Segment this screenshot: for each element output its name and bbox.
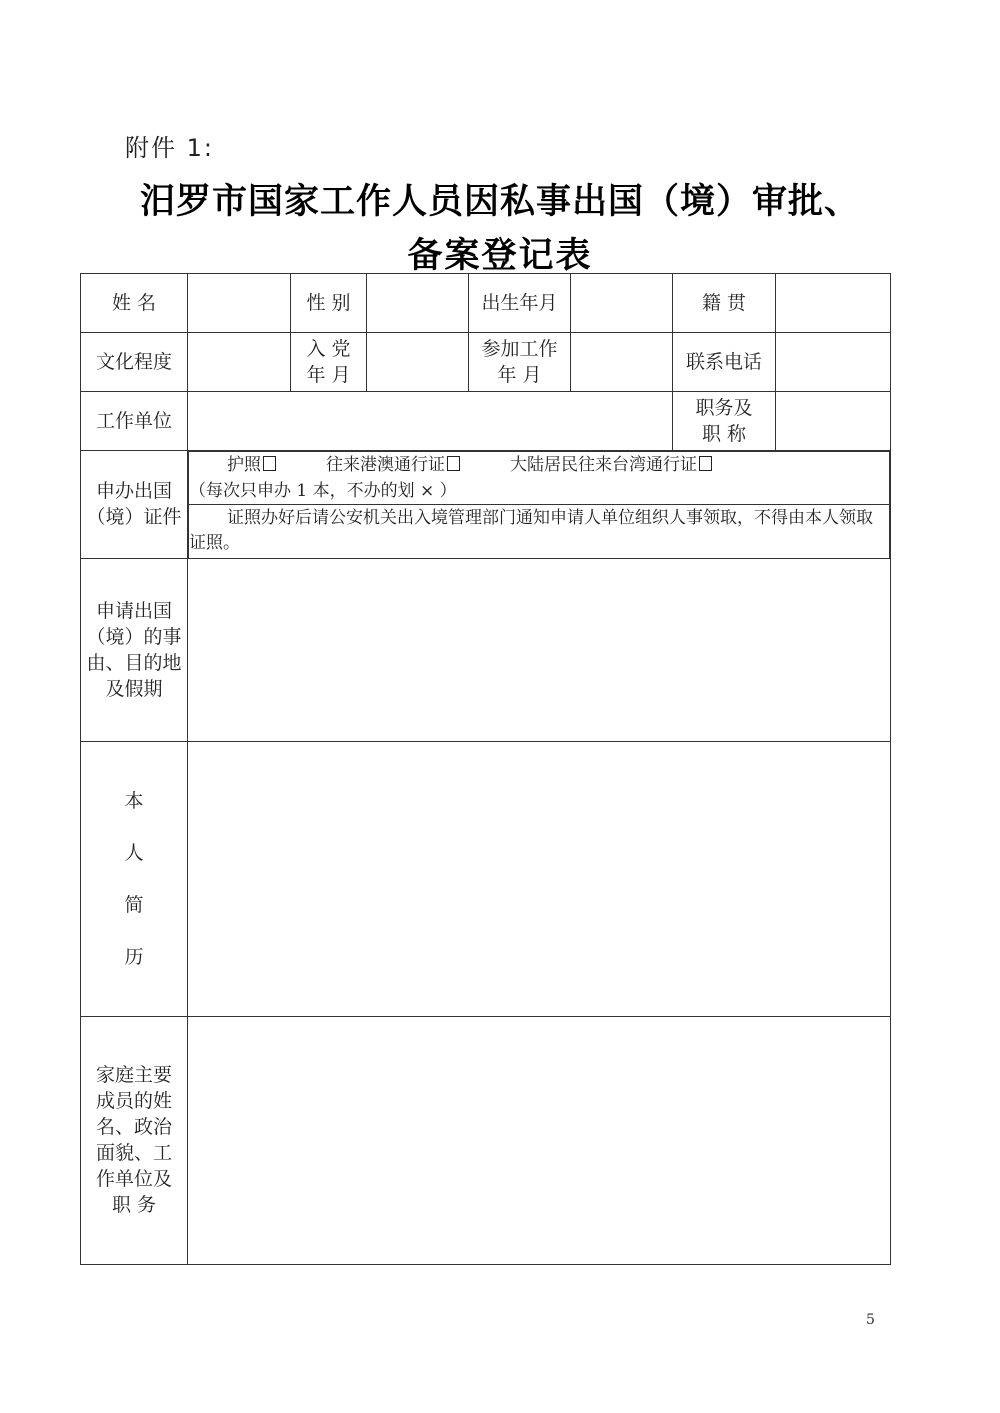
hk-macao-permit-label: 往来港澳通行证 xyxy=(326,455,445,475)
certificate-note: 证照办好后请公安机关出入境管理部门通知申请人单位组织人事领取，不得由本人领取证照。 xyxy=(189,505,890,558)
hk-macao-permit-option[interactable] xyxy=(326,455,460,475)
taiwan-permit-checkbox[interactable] xyxy=(699,456,712,471)
family-label-line: 作单位及 xyxy=(95,1168,172,1190)
form-title-line-2: 备案登记表 xyxy=(407,236,593,276)
work-start-label-line-2: 年 月 xyxy=(497,364,542,386)
certificate-options-cell xyxy=(188,451,891,559)
resume-label-char: 本 xyxy=(124,789,144,812)
resume-label-char: 历 xyxy=(124,945,144,968)
gender-label: 性 别 xyxy=(291,274,367,333)
family-label-line: 家庭主要 xyxy=(95,1064,172,1086)
work-start-date-field[interactable] xyxy=(571,333,673,392)
birth-date-field[interactable] xyxy=(571,274,673,333)
resume-label xyxy=(81,741,188,1016)
taiwan-permit-label: 大陆居民往来台湾通行证 xyxy=(510,455,697,475)
party-join-label-line-1: 入 党 xyxy=(306,338,351,360)
row-workplace xyxy=(81,392,891,451)
native-place-label: 籍 贯 xyxy=(673,274,776,333)
hk-macao-permit-checkbox[interactable] xyxy=(447,456,460,471)
purpose-label-line: 由、目的地 xyxy=(86,651,182,674)
certificate-options xyxy=(189,452,890,505)
party-join-date-field[interactable] xyxy=(367,333,469,392)
attachment-label: 附件 1: xyxy=(125,134,214,162)
birth-date-label: 出生年月 xyxy=(469,274,571,333)
row-basic-info xyxy=(81,274,891,333)
family-label-line: 面貌、工 xyxy=(95,1142,172,1164)
page-number: 5 xyxy=(866,1312,875,1328)
position-label-line-1: 职务及 xyxy=(695,397,753,419)
certificate-instruction: （每次只申办 1 本，不办的划 × ） xyxy=(189,481,457,501)
resume-label-char: 简 xyxy=(124,893,144,916)
work-start-date-label xyxy=(469,333,571,392)
gender-field[interactable] xyxy=(367,274,469,333)
party-join-label-line-2: 年 月 xyxy=(306,364,351,386)
phone-field[interactable] xyxy=(776,333,891,392)
native-place-field[interactable] xyxy=(776,274,891,333)
name-field[interactable] xyxy=(188,274,291,333)
purpose-label-line: 申请出国 xyxy=(95,599,172,622)
education-label: 文化程度 xyxy=(81,333,188,392)
certificate-inner-table xyxy=(188,451,890,558)
resume-label-char: 人 xyxy=(124,841,144,864)
party-join-date-label xyxy=(291,333,367,392)
row-certificate xyxy=(81,451,891,559)
passport-option[interactable] xyxy=(227,455,276,475)
purpose-field[interactable] xyxy=(188,558,891,741)
certificate-label xyxy=(81,451,188,559)
certificate-label-line-1: 申办出国 xyxy=(95,480,172,503)
family-label-line: 名、政治 xyxy=(95,1116,172,1138)
row-education xyxy=(81,333,891,392)
taiwan-permit-option[interactable] xyxy=(510,455,712,475)
form-title-line-1: 汨罗市国家工作人员因私事出国（境）审批、 xyxy=(139,182,860,222)
purpose-label-line: （境）的事 xyxy=(86,625,182,648)
name-label: 姓 名 xyxy=(81,274,188,333)
row-resume xyxy=(81,741,891,1016)
purpose-label xyxy=(81,558,188,741)
phone-label: 联系电话 xyxy=(673,333,776,392)
row-purpose xyxy=(81,558,891,741)
workplace-field[interactable] xyxy=(188,392,673,451)
passport-label: 护照 xyxy=(227,455,261,475)
family-label-line: 成员的姓 xyxy=(95,1090,172,1112)
family-members-field[interactable] xyxy=(188,1016,891,1264)
purpose-label-line: 及假期 xyxy=(105,677,163,700)
passport-checkbox[interactable] xyxy=(263,456,276,471)
family-label-line: 职 务 xyxy=(111,1194,157,1216)
family-members-label xyxy=(81,1016,188,1264)
resume-field[interactable] xyxy=(188,741,891,1016)
certificate-label-line-2: （境）证件 xyxy=(86,506,182,529)
position-title-label xyxy=(673,392,776,451)
position-label-line-2: 职 称 xyxy=(701,423,747,445)
workplace-label: 工作单位 xyxy=(81,392,188,451)
registration-form-table xyxy=(80,273,891,1265)
education-field[interactable] xyxy=(188,333,291,392)
position-title-field[interactable] xyxy=(776,392,891,451)
row-family xyxy=(81,1016,891,1264)
work-start-label-line-1: 参加工作 xyxy=(481,338,558,360)
